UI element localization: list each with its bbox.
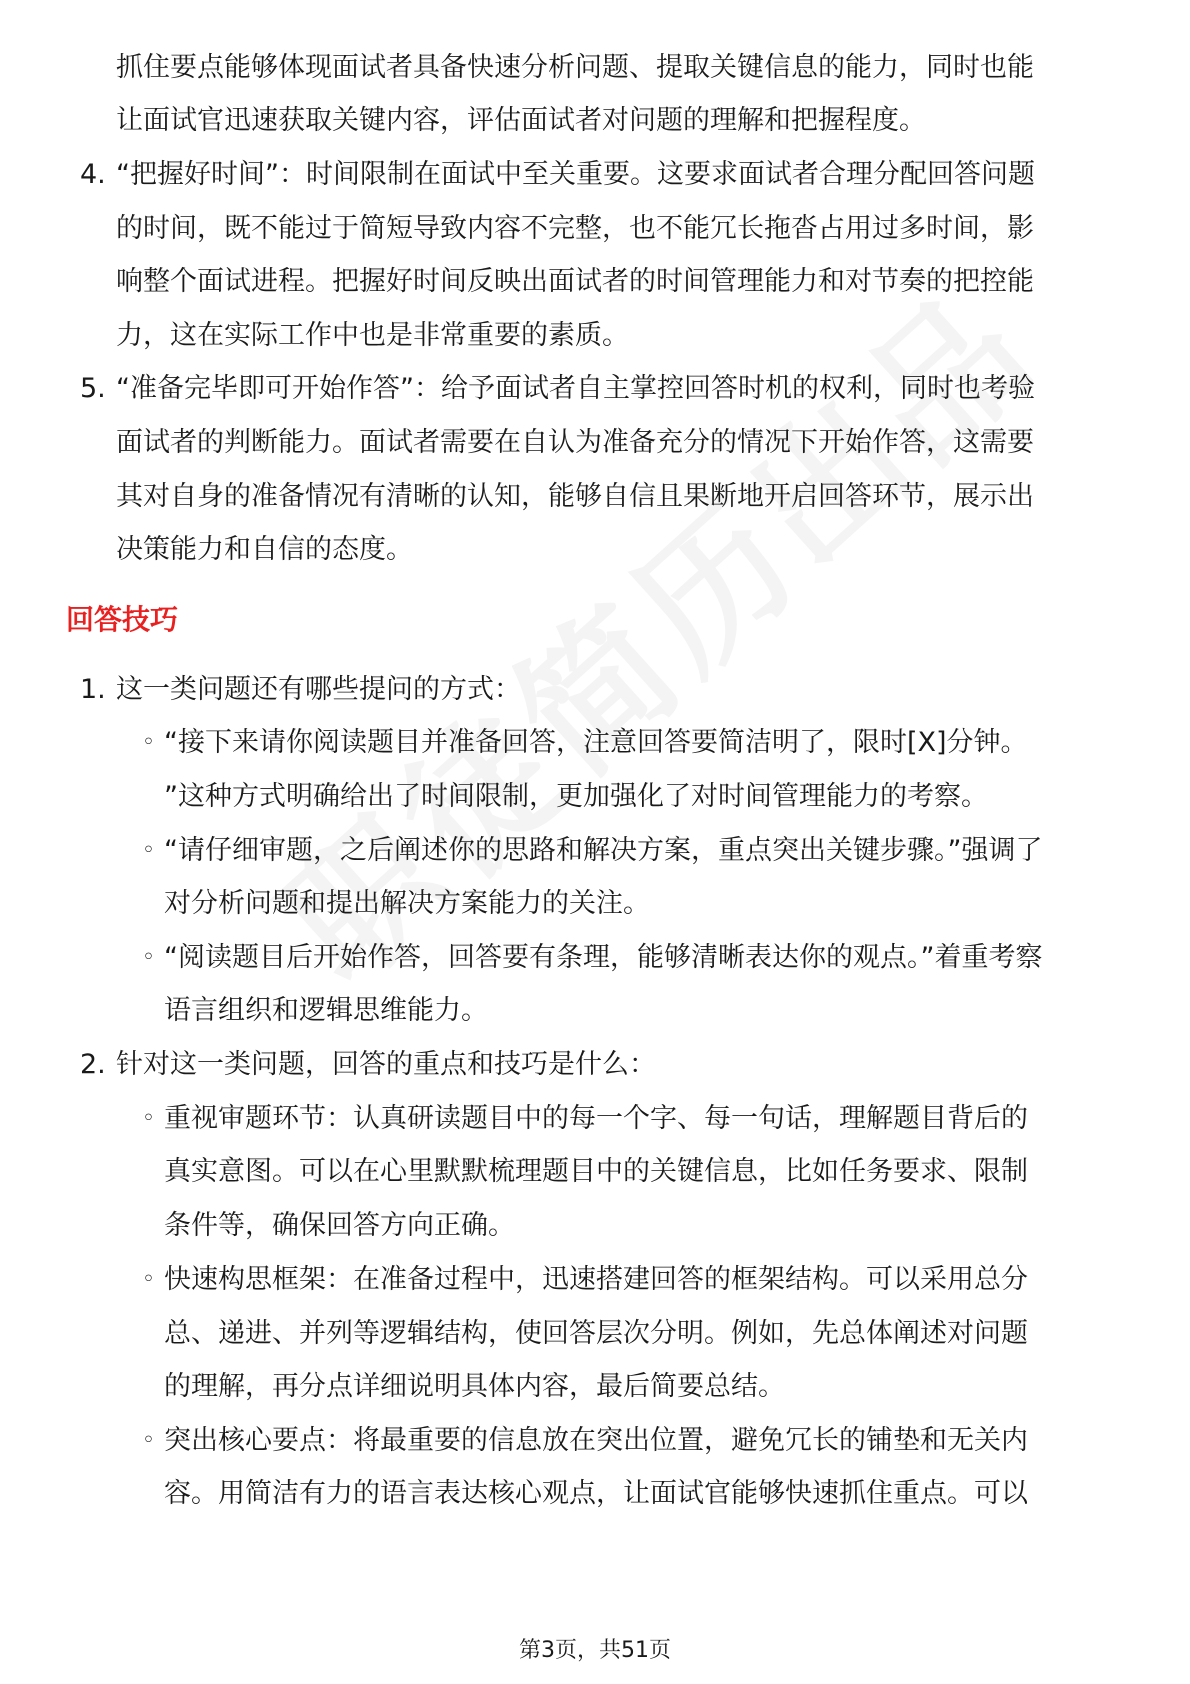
bullet-symbol: ◦ bbox=[142, 730, 155, 755]
list-item-line: “把握好时间”：时间限制在面试中至关重要。这要求面试者合理分配回答问题 bbox=[116, 159, 1035, 190]
list-item-title: 针对这一类问题，回答的重点和技巧是什么： bbox=[116, 1049, 656, 1080]
list-number: 5. bbox=[80, 373, 106, 404]
bullet-symbol: ◦ bbox=[142, 1428, 155, 1453]
list-item-line: 决策能力和自信的态度。 bbox=[116, 534, 413, 565]
bullet-line: 真实意图。可以在心里默默梳理题目中的关键信息，比如任务要求、限制 bbox=[164, 1156, 1028, 1187]
list-item-line: 面试者的判断能力。面试者需要在自认为准备充分的情况下开始作答，这需要 bbox=[116, 427, 1034, 458]
bullet-line: “阅读题目后开始作答，回答要有条理，能够清晰表达你的观点。”着重考察 bbox=[164, 942, 1043, 973]
bullet-line: 对分析问题和提出解决方案能力的关注。 bbox=[164, 888, 650, 919]
list-item-line: 力，这在实际工作中也是非常重要的素质。 bbox=[116, 320, 629, 351]
bullet-line: 重视审题环节：认真研读题目中的每一个字、每一句话，理解题目背后的 bbox=[164, 1103, 1028, 1134]
bullet-symbol: ◦ bbox=[142, 838, 155, 863]
bullet-line: 容。用简洁有力的语言表达核心观点，让面试官能够快速抓住重点。可以 bbox=[164, 1478, 1028, 1509]
list-number: 2. bbox=[80, 1049, 106, 1080]
list-item-line: 响整个面试进程。把握好时间反映出面试者的时间管理能力和对节奏的把控能 bbox=[116, 266, 1034, 297]
bullet-symbol: ◦ bbox=[142, 1267, 155, 1292]
bullet-line: 快速构思框架：在准备过程中，迅速搭建回答的框架结构。可以采用总分 bbox=[164, 1264, 1028, 1295]
bullet-line: 总、递进、并列等逻辑结构，使回答层次分明。例如，先总体阐述对问题 bbox=[164, 1318, 1028, 1349]
list-item-line: 的时间，既不能过于简短导致内容不完整，也不能冗长拖沓占用过多时间，影 bbox=[116, 213, 1034, 244]
bullet-line: “接下来请你阅读题目并准备回答，注意回答要简洁明了，限时[X]分钟。 bbox=[164, 727, 1028, 758]
bullet-line: 条件等，确保回答方向正确。 bbox=[164, 1210, 515, 1241]
bullet-line: 的理解，再分点详细说明具体内容，最后简要总结。 bbox=[164, 1371, 785, 1402]
list-item-line: “准备完毕即可开始作答”：给予面试者自主掌控回答时机的权利，同时也考验 bbox=[116, 373, 1035, 404]
bullet-line: 语言组织和逻辑思维能力。 bbox=[164, 995, 488, 1026]
bullet-line: 突出核心要点：将最重要的信息放在突出位置，避免冗长的铺垫和无关内 bbox=[164, 1425, 1028, 1456]
paragraph-line: 抓住要点能够体现面试者具备快速分析问题、提取关键信息的能力，同时也能 bbox=[116, 52, 1034, 83]
list-item-title: 这一类问题还有哪些提问的方式： bbox=[116, 674, 521, 705]
bullet-line: “请仔细审题，之后阐述你的思路和解决方案，重点突出关键步骤。”强调了 bbox=[164, 835, 1043, 866]
list-number: 4. bbox=[80, 159, 106, 190]
list-item-line: 其对自身的准备情况有清晰的认知，能够自信且果断地开启回答环节，展示出 bbox=[116, 481, 1034, 512]
bullet-line: ”这种方式明确给出了时间限制，更加强化了对时间管理能力的考察。 bbox=[164, 781, 988, 812]
list-number: 1. bbox=[80, 674, 106, 705]
bullet-symbol: ◦ bbox=[142, 1106, 155, 1131]
page-number-footer: 第3页，共51页 bbox=[519, 1638, 671, 1663]
paragraph-line: 让面试官迅速获取关键内容，评估面试者对问题的理解和把握程度。 bbox=[116, 105, 926, 136]
section-heading: 回答技巧 bbox=[66, 603, 179, 636]
bullet-symbol: ◦ bbox=[142, 945, 155, 970]
